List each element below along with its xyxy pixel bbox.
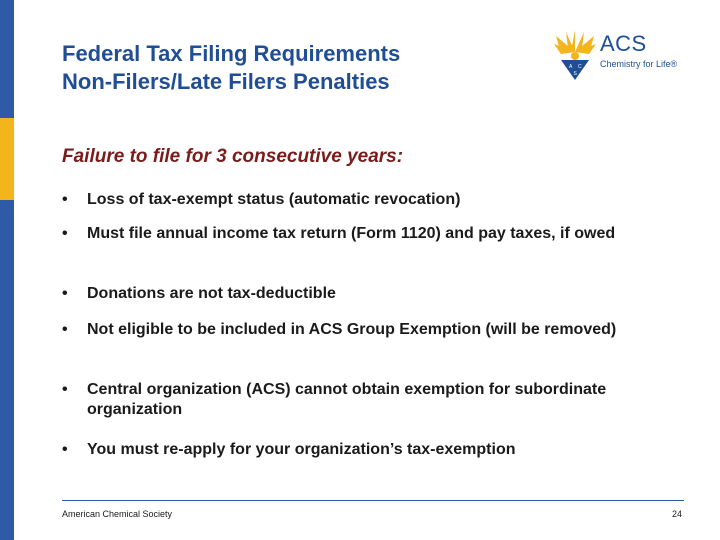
slide-title — [62, 40, 522, 96]
bullet-item — [62, 224, 692, 244]
acs-logo — [552, 30, 692, 82]
logo-text: ACS — [600, 31, 647, 56]
bullet-item — [62, 284, 692, 304]
bullet-marker: • — [62, 191, 68, 208]
svg-text:S: S — [573, 71, 577, 77]
slide-title-line-1: Federal Tax Filing Requirements — [62, 41, 401, 66]
left-side-bar — [0, 0, 14, 540]
bullet-text: Not eligible to be included in ACS Group Exemption (will be removed) — [87, 321, 617, 338]
bullet-marker: • — [62, 321, 68, 338]
footer-divider — [62, 500, 684, 501]
bullet-item — [62, 320, 692, 340]
bullet-text: Must file annual income tax return (Form 1120) and pay taxes, if owed — [87, 225, 616, 242]
bullet-item — [62, 440, 692, 460]
bullet-marker: • — [62, 381, 68, 398]
left-side-bar-accent — [0, 118, 14, 200]
bullet-text: Loss of tax-exempt status (automatic revocation) — [87, 191, 461, 208]
bullet-marker: • — [62, 225, 68, 242]
page-number: 24 — [671, 509, 682, 519]
bullet-marker: • — [62, 441, 68, 458]
acs-emblem-icon — [552, 30, 598, 82]
svg-text:A: A — [569, 64, 573, 70]
slide-title-line-2: Non-Filers/Late Filers Penalties — [62, 69, 390, 94]
logo-tagline: Chemistry for Life® — [600, 59, 678, 69]
bullet-text: You must re-apply for your organization’s tax-exemption — [87, 441, 516, 458]
svg-text:C: C — [578, 64, 582, 70]
section-subheading: Failure to file for 3 consecutive years: — [62, 146, 404, 167]
bullet-item — [62, 380, 692, 420]
bullet-text: Central organization (ACS) cannot obtain exemption for subordinate organization — [87, 381, 607, 418]
bullet-item — [62, 190, 692, 210]
footer-organization: American Chemical Society — [62, 509, 173, 519]
bullet-text: Donations are not tax-deductible — [87, 285, 336, 302]
bullet-marker: • — [62, 285, 68, 302]
